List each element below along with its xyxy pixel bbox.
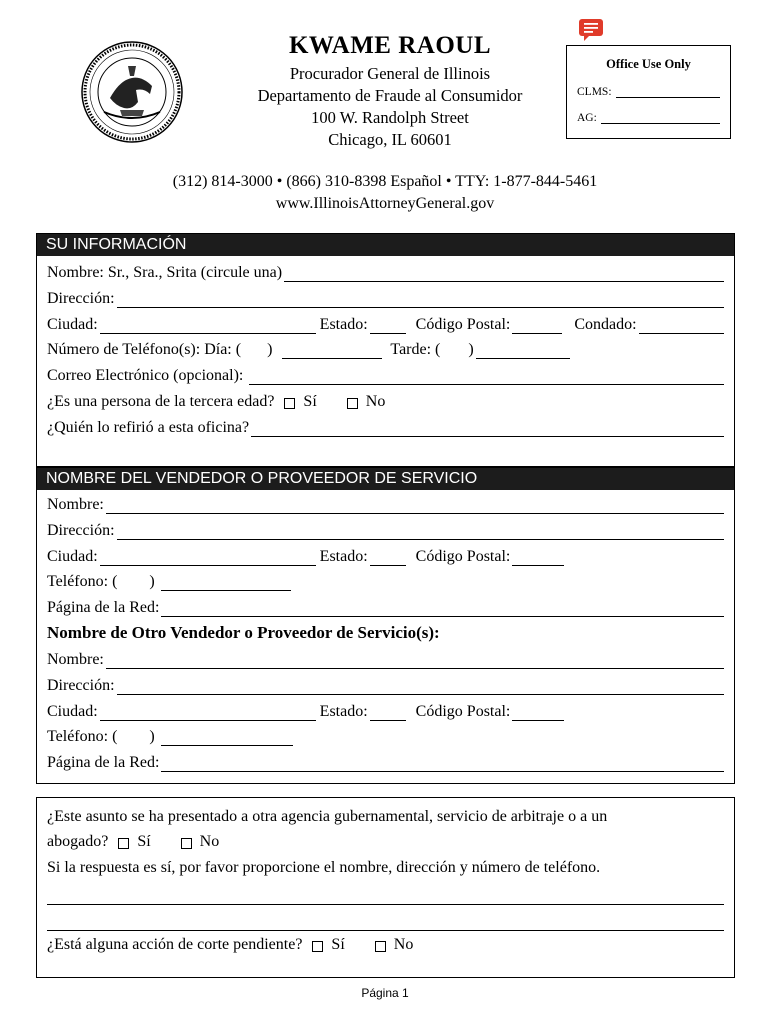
vendor-zip-label: Código Postal: <box>415 548 511 565</box>
section-vendor-title: NOMBRE DEL VENDEDOR O PROVEEDOR DE SERVICIO <box>37 468 734 490</box>
evening-phone-paren: ) <box>468 341 474 358</box>
other-vendor-zip-label: Código Postal: <box>415 703 511 720</box>
county-field[interactable] <box>639 320 724 334</box>
section-your-info-title: SU INFORMACIÓN <box>37 234 734 256</box>
court-action-question: ¿Está alguna acción de corte pendiente? <box>47 936 303 953</box>
day-phone-label: Número de Teléfono(s): Día: ( <box>47 341 242 358</box>
other-agency-no-label: No <box>199 833 220 850</box>
vendor-address-label: Dirección: <box>47 522 115 539</box>
other-agency-instruction: Si la respuesta es sí, por favor proporcione el nombre, dirección y número de teléfono. <box>47 859 601 876</box>
other-vendor-website-label: Página de la Red: <box>47 754 160 771</box>
section-other-agency <box>36 797 735 978</box>
court-action-yes-label: Sí <box>331 936 345 953</box>
other-vendor-address-label: Dirección: <box>47 677 115 694</box>
senior-no-checkbox[interactable] <box>347 398 358 409</box>
vendor-name-field[interactable] <box>106 500 724 514</box>
vendor-state-field[interactable] <box>370 552 406 566</box>
other-vendor-city-label: Ciudad: <box>47 703 98 720</box>
name-label: Nombre: Sr., Sra., Srita (circule una) <box>47 264 283 281</box>
other-vendor-state-field[interactable] <box>370 707 406 721</box>
court-action-no-label: No <box>393 936 414 953</box>
email-field[interactable] <box>249 371 724 385</box>
senior-yes-checkbox[interactable] <box>284 398 295 409</box>
other-vendor-address-field[interactable] <box>117 681 724 695</box>
vendor-state-label: Estado: <box>319 548 368 565</box>
other-agency-question: ¿Este asunto se ha presentado a otra agencia gubernamental, servicio de arbitraje o a un <box>47 808 608 825</box>
name-field[interactable] <box>284 268 724 282</box>
zip-label: Código Postal: <box>415 316 511 333</box>
other-vendor-state-label: Estado: <box>319 703 368 720</box>
other-vendor-website-field[interactable] <box>161 758 724 772</box>
email-label: Correo Electrónico (opcional): <box>47 367 244 384</box>
header-department: Departamento de Fraude al Consumidor <box>257 86 523 105</box>
other-vendor-city-field[interactable] <box>100 707 316 721</box>
other-vendor-phone-paren: ) <box>149 728 155 745</box>
office-use-box <box>566 45 731 139</box>
other-vendor-name-label: Nombre: <box>47 651 104 668</box>
other-vendor-name-field[interactable] <box>106 655 724 669</box>
referral-label: ¿Quién lo refirió a esta oficina? <box>47 419 250 436</box>
evening-phone-label: Tarde: ( <box>390 341 441 358</box>
other-vendor-zip-field[interactable] <box>512 707 564 721</box>
office-use-title: Office Use Only <box>606 57 691 71</box>
other-vendor-heading: Nombre de Otro Vendedor o Proveedor de Servicio(s): <box>47 623 440 642</box>
attorney-general-name: KWAME RAOUL <box>288 32 492 59</box>
header-street: 100 W. Randolph Street <box>311 108 469 127</box>
vendor-phone-field[interactable] <box>161 577 291 591</box>
city-field[interactable] <box>100 320 316 334</box>
state-label: Estado: <box>319 316 368 333</box>
vendor-phone-paren: ) <box>149 573 155 590</box>
clms-field[interactable] <box>616 88 720 98</box>
day-phone-field[interactable] <box>282 345 382 359</box>
page-number: Página 1 <box>361 986 409 1000</box>
referral-field[interactable] <box>251 423 724 437</box>
other-agency-details-line-1[interactable] <box>47 891 724 905</box>
header-title: Procurador General de Illinois <box>289 64 491 83</box>
county-label: Condado: <box>574 316 637 333</box>
ag-field[interactable] <box>601 114 720 124</box>
day-phone-paren: ) <box>267 341 273 358</box>
vendor-name-label: Nombre: <box>47 496 104 513</box>
vendor-zip-field[interactable] <box>512 552 564 566</box>
clms-label: CLMS: <box>577 86 612 98</box>
header-city: Chicago, IL 60601 <box>328 130 452 149</box>
vendor-address-field[interactable] <box>117 526 724 540</box>
senior-no-label: No <box>365 393 386 410</box>
header-website: www.IllinoisAttorneyGeneral.gov <box>275 195 495 212</box>
court-action-yes-checkbox[interactable] <box>312 941 323 952</box>
vendor-website-label: Página de la Red: <box>47 599 160 616</box>
section-your-info <box>36 233 735 467</box>
other-agency-question-cont: abogado? <box>47 833 109 850</box>
court-action-no-checkbox[interactable] <box>375 941 386 952</box>
city-label: Ciudad: <box>47 316 98 333</box>
other-agency-yes-checkbox[interactable] <box>118 838 129 849</box>
ag-label: AG: <box>577 112 597 124</box>
other-agency-details-line-2[interactable] <box>47 917 724 931</box>
other-agency-no-checkbox[interactable] <box>181 838 192 849</box>
zip-field[interactable] <box>512 320 562 334</box>
illinois-state-seal <box>80 40 184 144</box>
address-label: Dirección: <box>47 290 115 307</box>
header-phones: (312) 814-3000 • (866) 310-8398 Español • TTY: 1-877-844-5461 <box>172 173 598 190</box>
section-vendor <box>36 467 735 784</box>
senior-question: ¿Es una persona de la tercera edad? <box>47 393 275 410</box>
address-field[interactable] <box>117 294 724 308</box>
comment-icon[interactable] <box>578 18 604 42</box>
vendor-city-field[interactable] <box>100 552 316 566</box>
other-vendor-phone-field[interactable] <box>161 732 293 746</box>
other-agency-yes-label: Sí <box>137 833 151 850</box>
state-field[interactable] <box>370 320 406 334</box>
vendor-website-field[interactable] <box>161 603 724 617</box>
other-vendor-phone-label: Teléfono: ( <box>47 728 118 745</box>
senior-yes-label: Sí <box>303 393 317 410</box>
evening-phone-field[interactable] <box>476 345 570 359</box>
vendor-phone-label: Teléfono: ( <box>47 573 118 590</box>
vendor-city-label: Ciudad: <box>47 548 98 565</box>
